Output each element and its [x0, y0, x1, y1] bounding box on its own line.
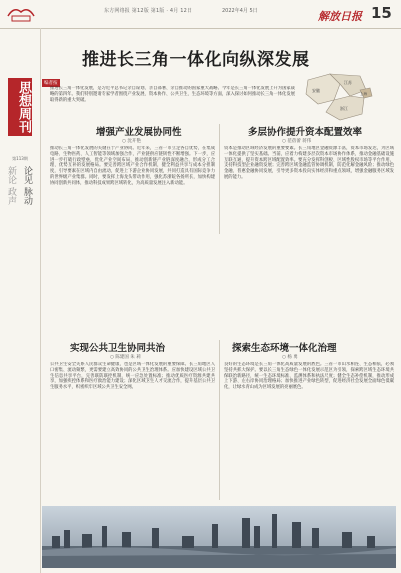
section-title: 实现公共卫生协同共治	[70, 343, 166, 354]
sidebar-column-a: 新论 政声	[6, 166, 16, 205]
section-byline: ○ 范蓓蕾 蒋伟	[282, 139, 312, 144]
column-divider	[219, 340, 220, 500]
section-title: 多层协作提升资本配置效率	[248, 127, 363, 138]
page-headline: 推进长三角一体化向纵深发展	[82, 50, 310, 70]
section-body: 良好的生态环境是长三角一体化高质量发展的底色。三省一市山水相连、生态相依，必须坚持共抓大保护。要以长三角生态绿色一体化发展示范区为引领，探索跨区域生态环境共保联治新路径，统一生态环境标准、监测体系和执法尺度；健全生态补偿机制，推动形成上下游、左右岸协同治理格局；加快推进产业绿色转型，促进经济社会发展全面绿色低碳化，让绿水青山成为区域发展的亮丽底色。	[224, 362, 394, 391]
masthead-date: 2022年4月 5日	[222, 8, 258, 14]
map-label-shanghai: 上海	[360, 92, 367, 96]
masthead-meta: 东方网络报 第12版 第1版 · 4月 12日	[104, 8, 193, 14]
section-title: 增强产业发展协同性	[96, 127, 182, 138]
page-number: 15	[371, 4, 392, 22]
map-label-jiangsu: 江苏	[344, 80, 352, 85]
paper-name: 解放日报	[318, 10, 362, 23]
masthead	[0, 0, 401, 29]
column-title: 思想周刊	[8, 78, 32, 136]
section-title: 探索生态环境一体化治理	[232, 343, 337, 354]
column-divider	[219, 124, 220, 234]
intro-text: 推进长三角一体化发展，是习近平总书记亲自谋划、亲自部署、亲自推动的国家重大战略。今年是长三角一体化发展上升为国家战略的第四年。我们特别邀请专家学者围绕产业发展、资本协作、公共卫生、生态环境等方面，深入探讨如何推动长三角一体化发展取得新的重大突破。	[50, 86, 295, 103]
section-body: 资本是推动区域经济发展的重要要素。长三角地区金融资源丰富，资本市场发达，为区域一体化提供了坚实基础。当前，应着力构建多层次资本市场协作体系，推动金融基础设施互联互通，提升资本跨区域配置效率。要充分发挥科创板、区域性股权市场等平台作用，支持科技型企业融资发展；完善跨区域金融监管协调机制，防范化解金融风险；推动绿色金融、普惠金融协同发展，引导更多资本投向实体经济和重点领域，增强金融服务区域发展的能力。	[224, 146, 394, 180]
section-byline: ○ 陈建国 朱 莉	[110, 355, 141, 360]
city-skyline-photo	[42, 506, 396, 568]
sidebar-column-b: 论见 脉动	[22, 166, 32, 205]
issue-number: 第113期	[12, 156, 28, 161]
masthead-ornament-icon	[6, 2, 36, 24]
map-label-anhui: 安徽	[312, 88, 320, 93]
intro-label: 编者按	[44, 81, 58, 86]
yangtze-delta-map	[300, 70, 392, 126]
section-byline: ○ 杨 勇	[282, 355, 298, 360]
section-body: 推动长三角一体化发展的关键在于产业协同。近年来，三省一市立足各自优势，在集成电路、生物医药、人工智能等领域加强合作，产业链供应链韧性不断增强。下一步，应进一步打破行政壁垒，优化产业空间布局，推动创新链产业链深度融合，形成分工合理、优势互补的发展格局。要完善跨区域产业合作机制，健全利益共享与成本分担制度，引导要素在区域内自由流动，促进上下游企业协同发展，共同打造具有国际竞争力的世界级产业集群。同时，要发挥上海龙头带动作用，强化苏浙皖各扬所长，加快构建协同创新共同体，推动科技成果跨区域转化，为高质量发展注入新动能。	[50, 146, 215, 186]
section-sidebar	[0, 28, 41, 573]
map-label-zhejiang: 浙江	[340, 106, 348, 111]
section-byline: ○ 沈开艳	[122, 139, 141, 144]
section-body: 公共卫生安全关系人民群众生命健康，也是区域一体化发展的重要保障。长三角地区人口密集、流动频繁，更需要建立高效协同的公共卫生治理体系。应加快建设区域公共卫生信息共享平台，完善联防联控机制，统一应急处置标准；推动优质医疗资源共建共享，加强疾控体系和医疗救治能力建设；深化区域卫生人才交流合作，提升基层公共卫生服务水平，织密织牢区域公共卫生安全网。	[50, 362, 215, 391]
